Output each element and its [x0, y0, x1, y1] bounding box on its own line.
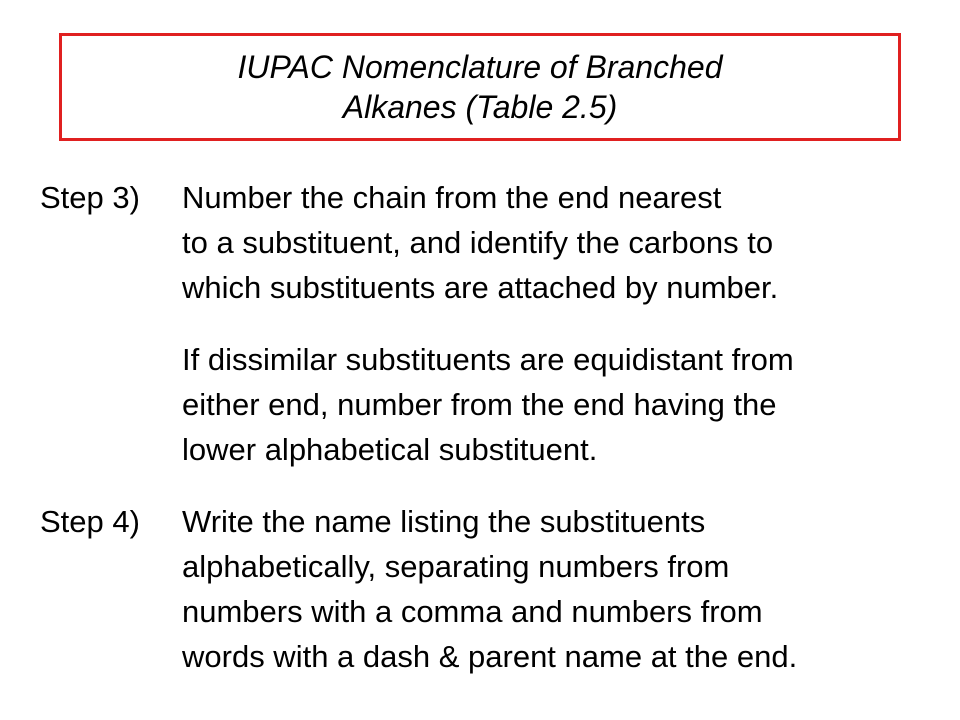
step-4-label: Step 4) — [40, 504, 140, 539]
step-4-paragraph-1 — [182, 499, 797, 679]
text-line: If dissimilar substituents are equidistant from — [182, 342, 794, 377]
step-3-paragraph-1 — [182, 175, 778, 310]
text-line: numbers with a comma and numbers from — [182, 594, 763, 629]
text-line: either end, number from the end having the — [182, 387, 777, 422]
text-line: alphabetically, separating numbers from — [182, 549, 730, 584]
text-line: words with a dash & parent name at the end. — [182, 639, 798, 674]
text-line: to a substituent, and identify the carbons to — [182, 225, 774, 260]
title-line-1: IUPAC Nomenclature of Branched — [237, 49, 723, 85]
text-line: Number the chain from the end nearest — [182, 180, 722, 215]
title-line-2: Alkanes (Table 2.5) — [342, 89, 618, 125]
title-box — [59, 33, 901, 141]
step-3-paragraph-2 — [182, 337, 794, 472]
step-3-label: Step 3) — [40, 180, 140, 215]
text-line: lower alphabetical substituent. — [182, 432, 598, 467]
text-line: which substituents are attached by number. — [182, 270, 779, 305]
text-line: Write the name listing the substituents — [182, 504, 706, 539]
